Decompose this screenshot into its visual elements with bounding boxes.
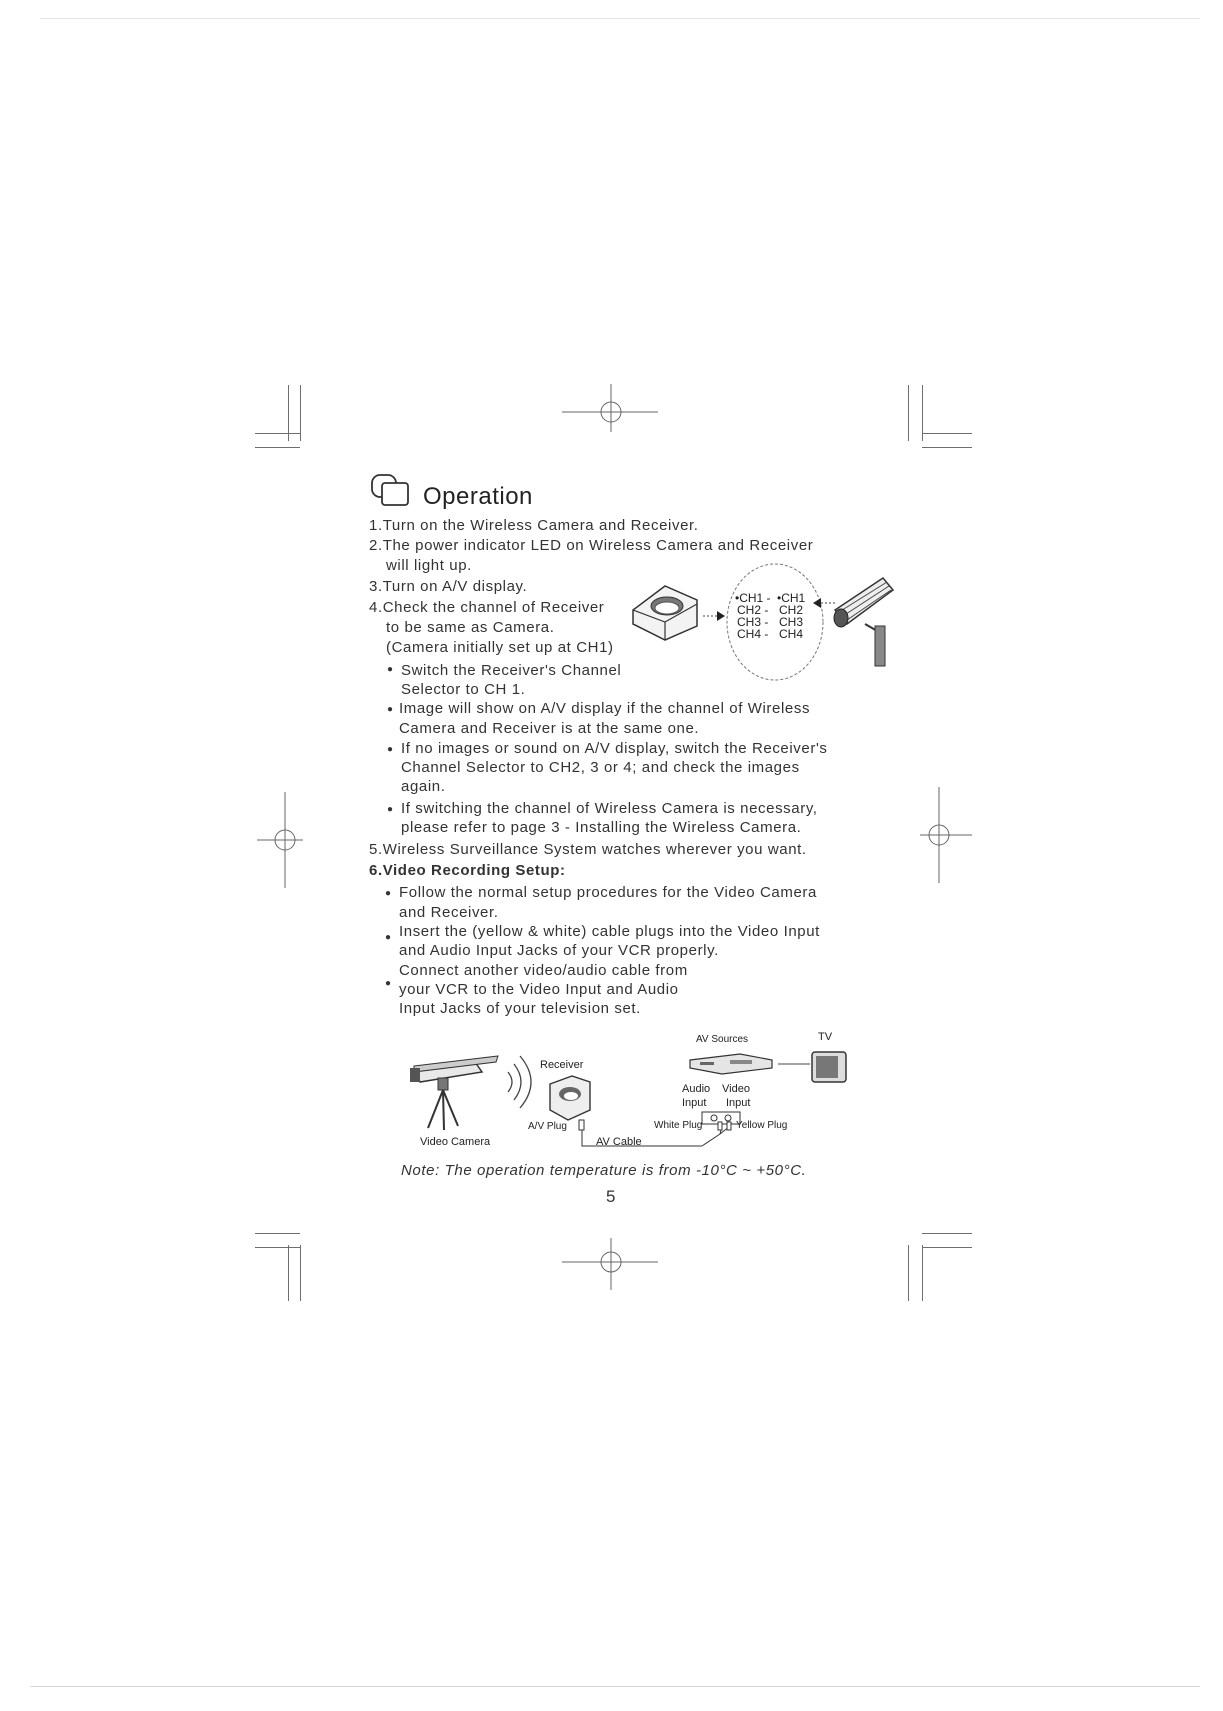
receiver-icon	[633, 586, 697, 640]
registration-mark-icon	[560, 382, 660, 434]
yellow-plug-label: Yellow Plug	[736, 1120, 788, 1131]
channel-list-right	[777, 591, 806, 641]
video-bullet-2: Insert the (yellow & white) cable plugs into the Video Input	[399, 923, 820, 940]
bullet-2: Image will show on A/V display if the channel of Wireless	[399, 700, 811, 717]
video-camera-label: Video Camera	[420, 1136, 491, 1148]
registration-mark-icon	[560, 1236, 660, 1292]
tripod-camera-icon	[410, 1056, 498, 1130]
av-cable-label: AV Cable	[596, 1136, 642, 1148]
video-bullet-2-cont: and Audio Input Jacks of your VCR properly.	[399, 942, 719, 959]
channel-right-1: •CH1	[777, 591, 806, 605]
temperature-note: Note: The operation temperature is from -10°C ~ +50°C.	[401, 1162, 807, 1179]
receiver-icon	[550, 1076, 590, 1120]
bullet: ●	[385, 978, 392, 989]
bullet: ●	[387, 744, 394, 755]
input-label-video: Input	[726, 1097, 751, 1109]
tv-label: TV	[818, 1031, 833, 1043]
channel-left-1: •CH1 -	[735, 591, 771, 605]
input-label-audio: Input	[682, 1097, 707, 1109]
white-plug-label: White Plug	[654, 1120, 703, 1131]
step-4-note: (Camera initially set up at CH1)	[386, 639, 614, 656]
bullet-3: If no images or sound on A/V display, switch the Receiver's	[401, 740, 828, 757]
channel-left-3: CH3 -	[737, 615, 769, 629]
bullet-2-cont: Camera and Receiver is at the same one.	[399, 720, 700, 737]
section-title: Operation	[423, 483, 533, 510]
channel-list-left	[735, 591, 771, 641]
bullet: ●	[385, 888, 392, 899]
vcr-icon	[690, 1054, 772, 1074]
camera-icon	[834, 578, 893, 666]
setup-diagram	[400, 1010, 880, 1165]
arrow-right-icon	[717, 611, 725, 621]
channel-diagram	[625, 560, 900, 690]
bullet-3-cont2: again.	[401, 778, 446, 795]
scan-noise-bottom	[30, 1686, 1200, 1687]
video-bullet-1-cont: and Receiver.	[399, 904, 499, 921]
bullet-4: If switching the channel of Wireless Camera is necessary,	[401, 800, 818, 817]
audio-label: Audio	[682, 1083, 711, 1095]
step-4: 4.Check the channel of Receiver	[369, 599, 605, 616]
step-5: 5.Wireless Surveillance System watches wherever you want.	[369, 841, 807, 858]
channel-right-3: CH3	[779, 615, 804, 629]
channel-left-2: CH2 -	[737, 603, 769, 617]
video-bullet-3: Connect another video/audio cable from	[399, 962, 688, 979]
channel-right-2: CH2	[779, 603, 804, 617]
step-6: 6.Video Recording Setup:	[369, 862, 566, 879]
arrow-left-icon	[813, 598, 821, 608]
bullet-1-cont: Selector to CH 1.	[401, 681, 526, 698]
bullet: ●	[385, 932, 392, 943]
step-3: 3.Turn on A/V display.	[369, 578, 528, 595]
bullet-1: Switch the Receiver's Channel	[401, 662, 622, 679]
video-label: Video	[722, 1083, 750, 1095]
bullet-3-cont: Channel Selector to CH2, 3 or 4; and check the images	[401, 759, 800, 776]
step-2: 2.The power indicator LED on Wireless Camera and Receiver	[369, 537, 814, 554]
bullet: ●	[387, 704, 394, 715]
receiver-label: Receiver	[540, 1059, 584, 1071]
step-1: 1.Turn on the Wireless Camera and Receiver.	[369, 517, 699, 534]
av-sources-label: AV Sources	[696, 1034, 749, 1045]
channel-left-4: CH4 -	[737, 627, 769, 641]
tv-icon	[812, 1052, 846, 1082]
bullet-4-cont: please refer to page 3 - Installing the Wireless Camera.	[401, 819, 802, 836]
registration-mark-icon	[255, 790, 305, 890]
av-plug-label: A/V Plug	[528, 1121, 567, 1132]
registration-mark-icon	[918, 785, 974, 885]
channel-right-4: CH4	[779, 627, 804, 641]
bullet: ●	[387, 664, 394, 675]
video-bullet-3-cont2: Input Jacks of your television set.	[399, 1000, 641, 1017]
scan-noise-top	[40, 18, 1200, 19]
wireless-waves-icon	[508, 1056, 531, 1108]
operation-icon	[370, 473, 418, 509]
step-2-cont: will light up.	[386, 557, 472, 574]
video-bullet-1: Follow the normal setup procedures for the Video Camera	[399, 884, 817, 901]
step-4-cont: to be same as Camera.	[386, 619, 555, 636]
page-number: 5	[606, 1187, 617, 1206]
video-bullet-3-cont: your VCR to the Video Input and Audio	[399, 981, 679, 998]
bullet: ●	[387, 804, 394, 815]
